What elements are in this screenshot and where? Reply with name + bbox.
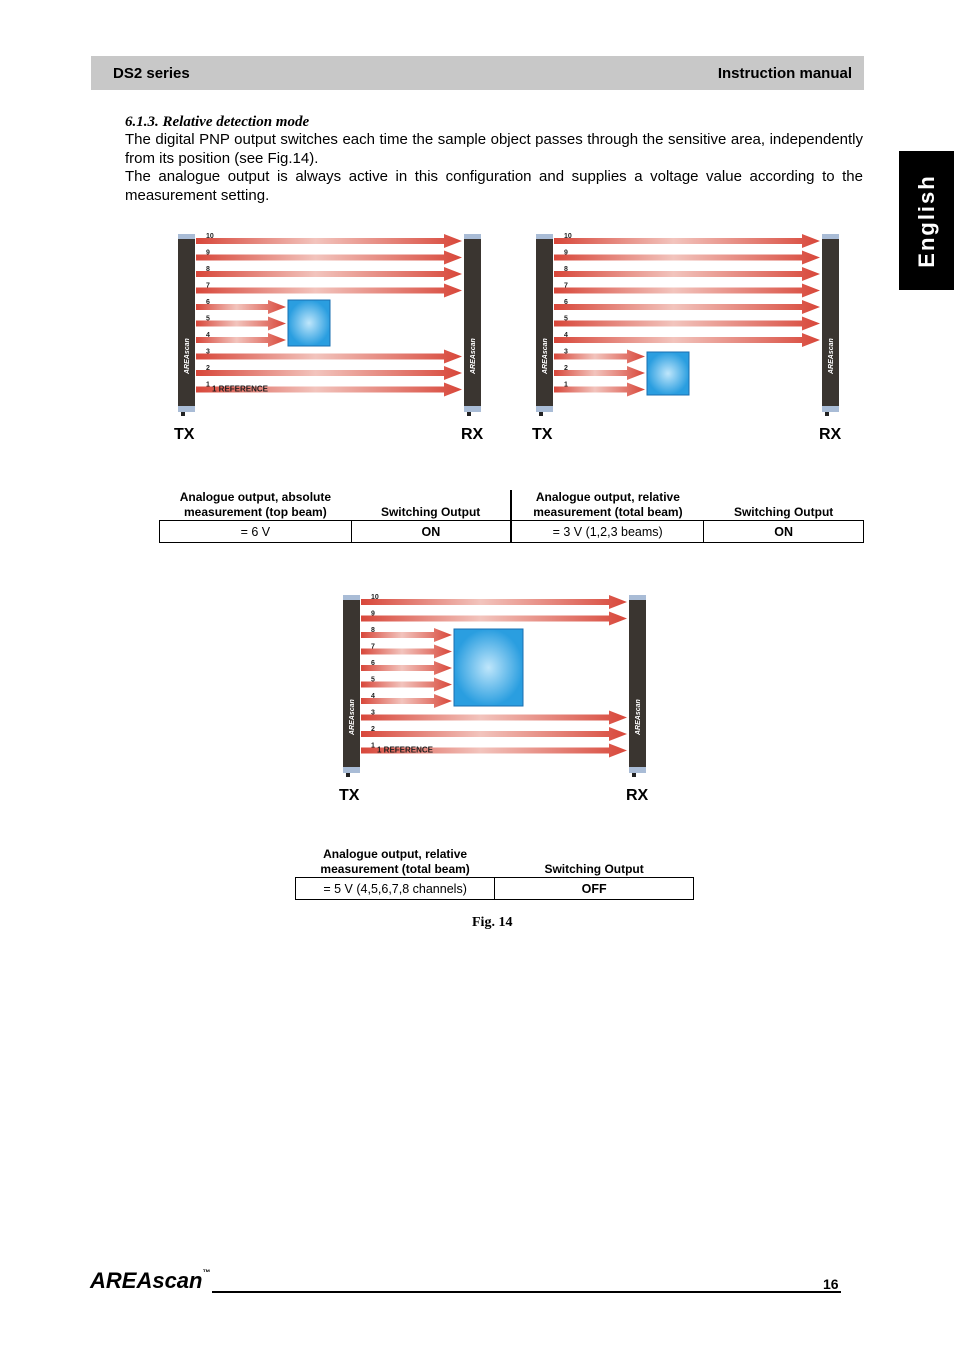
tx-bar — [343, 595, 360, 773]
table1-value-1: = 6 V — [160, 521, 352, 543]
tx-bar-cap-bottom — [178, 406, 195, 412]
table1-header-2: Switching Output — [380, 504, 481, 519]
beam-label-2: 2 — [206, 365, 210, 372]
beam-arrow-2 — [196, 366, 462, 380]
footer-rule — [212, 1291, 841, 1293]
beam-arrow-9 — [554, 251, 820, 265]
rx-bar-cap-bottom — [464, 406, 481, 412]
diagram-relative-mid — [330, 589, 660, 809]
sample-object — [288, 300, 330, 346]
paragraph-1: The digital PNP output switches each time the sample object passes through the sensitive area, independently from its position (see Fig.14). — [125, 131, 863, 167]
rx-label: RX — [461, 426, 484, 443]
beam-label-1: 1 — [206, 381, 210, 389]
beam-arrow-9 — [361, 612, 627, 626]
tx-bar-cap-top — [343, 595, 360, 600]
tx-label: TX — [339, 787, 360, 804]
beam-label-9: 9 — [206, 249, 210, 257]
beam-label-3: 3 — [206, 348, 210, 356]
table2-value-1: = 5 V (4,5,6,7,8 channels) — [296, 878, 495, 900]
output-table-2 — [295, 847, 694, 900]
tx-label: TX — [532, 426, 553, 443]
beam-label-10: 10 — [371, 594, 379, 601]
table1-header-4: Switching Output — [733, 504, 834, 519]
beam-label-2: 2 — [564, 365, 568, 372]
tx-bar-foot — [181, 412, 185, 416]
table2-header-2: Switching Output — [544, 861, 644, 876]
rx-bar-foot — [825, 412, 829, 416]
tx-bar-foot — [539, 412, 543, 416]
table1-value-3: = 3 V (1,2,3 beams) — [511, 521, 704, 543]
reference-label: 1 REFERENCE — [377, 745, 434, 755]
beam-arrow-8 — [554, 267, 820, 281]
rx-bar-foot — [467, 412, 471, 416]
table2-header-1: Analogue output, relative measurement (total beam) — [320, 847, 470, 876]
rx-bar-brand: AREAscan — [470, 338, 477, 374]
tx-bar-cap-top — [178, 234, 195, 239]
page-number: 16 — [823, 1276, 839, 1292]
beam-label-3: 3 — [564, 348, 568, 356]
beam-arrow-10 — [361, 595, 627, 609]
footer-logo — [90, 1268, 210, 1294]
tx-bar-brand: AREAscan — [542, 338, 549, 374]
beam-arrow-7 — [554, 284, 820, 298]
footer-logo-text: AREAscan — [90, 1268, 203, 1293]
beam-label-10: 10 — [564, 233, 572, 240]
header-series: DS2 series — [113, 65, 190, 82]
beam-arrow-9 — [196, 251, 462, 265]
tx-bar-cap-bottom — [536, 406, 553, 412]
beam-label-9: 9 — [371, 610, 375, 618]
beam-label-10: 10 — [206, 233, 214, 240]
language-tab — [899, 151, 954, 290]
rx-bar-cap-top — [822, 234, 839, 239]
tx-bar-brand: AREAscan — [349, 699, 356, 735]
table1-header-3: Analogue output, relative measurement (total beam) — [511, 490, 704, 521]
tx-bar-brand: AREAscan — [184, 338, 191, 374]
table2-value-2: OFF — [495, 878, 694, 900]
sample-object — [454, 629, 523, 706]
tx-bar — [178, 234, 195, 412]
paragraph-2: The analogue output is always active in this configuration and supplies a voltage value according to the measurement setting. — [125, 168, 863, 204]
beam-arrow-3 — [361, 711, 627, 725]
beam-arrow-5 — [554, 317, 820, 331]
header-manual: Instruction manual — [717, 65, 852, 82]
page-header — [91, 56, 864, 90]
rx-bar — [464, 234, 481, 412]
beam-label-5: 5 — [564, 315, 568, 323]
beam-arrow-7 — [196, 284, 462, 298]
beam-arrow-6 — [554, 300, 820, 314]
reference-label: 1 REFERENCE — [212, 384, 269, 394]
trademark-symbol: ™ — [202, 1268, 211, 1277]
beam-label-4: 4 — [564, 332, 568, 339]
beam-label-8: 8 — [564, 266, 568, 273]
table1-value-2: ON — [351, 521, 511, 543]
rx-label: RX — [626, 787, 649, 804]
rx-bar — [629, 595, 646, 773]
sample-object — [647, 352, 689, 395]
rx-bar-brand: AREAscan — [635, 699, 642, 735]
rx-bar-cap-top — [464, 234, 481, 239]
section-title: 6.1.3. Relative detection mode — [125, 114, 310, 130]
table1-header-1: Analogue output, absolute measurement (top beam) — [179, 490, 332, 519]
tx-bar-cap-bottom — [343, 767, 360, 773]
rx-bar-cap-top — [629, 595, 646, 600]
beam-label-8: 8 — [371, 627, 375, 634]
figure-caption: Fig. 14 — [472, 915, 513, 930]
beam-label-9: 9 — [564, 249, 568, 257]
beam-label-7: 7 — [564, 282, 568, 290]
rx-bar — [822, 234, 839, 412]
tx-bar-cap-top — [536, 234, 553, 239]
diagram-absolute — [165, 228, 495, 448]
beam-label-3: 3 — [371, 709, 375, 717]
language-tab-label: English — [913, 173, 939, 268]
tx-bar — [536, 234, 553, 412]
beam-label-6: 6 — [371, 660, 375, 667]
beam-label-6: 6 — [564, 299, 568, 306]
rx-label: RX — [819, 426, 842, 443]
tx-label: TX — [174, 426, 195, 443]
beam-arrow-10 — [196, 234, 462, 248]
rx-bar-cap-bottom — [629, 767, 646, 773]
beam-label-7: 7 — [206, 282, 210, 290]
beam-arrow-2 — [361, 727, 627, 741]
beam-arrow-4 — [554, 333, 820, 347]
beam-label-1: 1 — [564, 381, 568, 389]
rx-bar-foot — [632, 773, 636, 777]
beam-label-4: 4 — [206, 332, 210, 339]
rx-bar-cap-bottom — [822, 406, 839, 412]
beam-label-5: 5 — [371, 676, 375, 684]
rx-bar-brand: AREAscan — [828, 338, 835, 374]
beam-label-4: 4 — [371, 693, 375, 700]
beam-label-5: 5 — [206, 315, 210, 323]
diagram-relative-low — [523, 228, 853, 448]
tx-bar-foot — [346, 773, 350, 777]
beam-label-8: 8 — [206, 266, 210, 273]
beam-arrow-8 — [196, 267, 462, 281]
beam-label-7: 7 — [371, 643, 375, 651]
output-table-1 — [159, 490, 864, 543]
beam-arrow-3 — [196, 350, 462, 364]
table1-value-4: ON — [704, 521, 864, 543]
beam-label-6: 6 — [206, 299, 210, 306]
beam-label-1: 1 — [371, 742, 375, 750]
beam-label-2: 2 — [371, 726, 375, 733]
beam-arrow-10 — [554, 234, 820, 248]
